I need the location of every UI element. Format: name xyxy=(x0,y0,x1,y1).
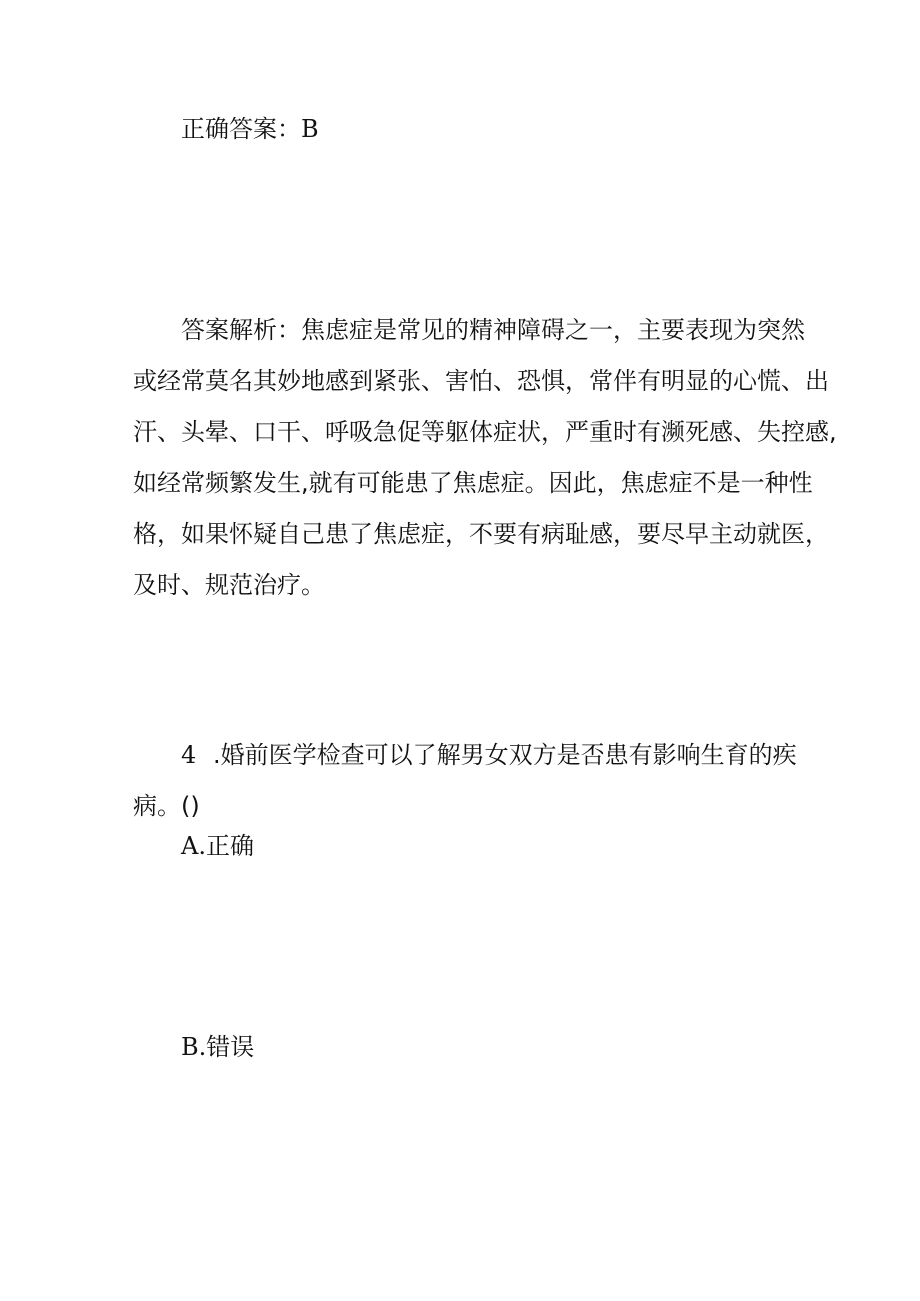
analysis-line: 及时、规范治疗。 xyxy=(133,571,325,599)
answer-analysis xyxy=(133,305,837,611)
option-b[interactable] xyxy=(181,1032,254,1062)
answer-label: 正确答案： xyxy=(181,115,301,143)
question-text: .婚前医学检查可以了解男女双方是否患有影响生育的疾 xyxy=(213,741,797,769)
answer-line xyxy=(181,114,319,144)
analysis-line: 汗、头晕、口干、呼吸急促等躯体症状，严重时有濒死感、失控感, xyxy=(133,418,837,446)
question-number: 4 xyxy=(181,741,197,769)
analysis-line: 答案解析：焦虑症是常见的精神障碍之一，主要表现为突然 xyxy=(181,316,805,344)
analysis-line: 格，如果怀疑自己患了焦虑症，不要有病耻感，要尽早主动就医， xyxy=(133,520,829,548)
answer-value: B xyxy=(301,115,319,143)
question-text-continued: 病。() xyxy=(133,792,200,820)
analysis-line: 如经常频繁发生,就有可能患了焦虑症。因此，焦虑症不是一种性 xyxy=(133,469,813,497)
option-b-text: 错误 xyxy=(206,1033,255,1061)
option-a[interactable] xyxy=(181,831,254,861)
option-b-letter: B. xyxy=(181,1033,207,1061)
option-a-letter: A. xyxy=(181,832,206,860)
analysis-line: 或经常莫名其妙地感到紧张、害怕、恐惧，常伴有明显的心慌、出 xyxy=(133,367,829,395)
option-a-text: 正确 xyxy=(205,832,254,860)
